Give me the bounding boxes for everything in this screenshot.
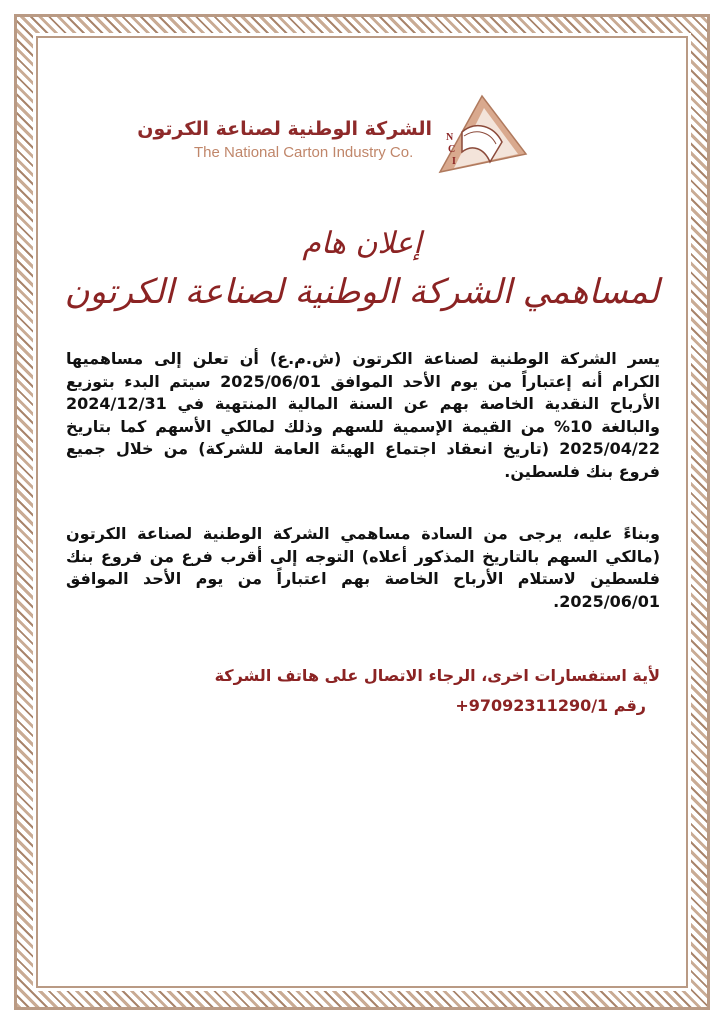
company-logo xyxy=(137,92,528,182)
contact-phone-number: +97092311290/1 xyxy=(455,696,609,715)
contact-line: لأية استفسارات اخرى، الرجاء الاتصال على هاتف الشركة xyxy=(214,666,660,685)
carton-logo-icon xyxy=(432,92,528,182)
announcement-title: إعلان هام xyxy=(302,226,422,261)
announcement-paragraph-2: وبناءً عليه، يرجى من السادة مساهمي الشركة الوطنية لصناعة الكرتون (مالكي السهم بالتاريخ المذكور أعلاه) التوجه إلى أقرب فرع من فروع بنك فلسطين لاستلام الأرباح الخاصة بهم اعتباراً من يوم الأحد الموافق 2025/06/01. xyxy=(66,524,660,611)
company-name-arabic: الشركة الوطنية لصناعة الكرتون xyxy=(137,118,432,140)
logo-letter-n: N xyxy=(446,132,454,143)
announcement-subtitle: لمساهمي الشركة الوطنية لصناعة الكرتون xyxy=(64,272,660,312)
contact-number-line xyxy=(66,694,660,718)
company-name-english: The National Carton Industry Co. xyxy=(194,144,414,161)
logo-letter-i: I xyxy=(452,156,456,167)
announcement-paragraph-1: يسر الشركة الوطنية لصناعة الكرتون (ش.م.ع) أن تعلن إلى مساهميها الكرام أنه إعتباراً من يوم الأحد الموافق 2025/06/01 سيتم البدء بتوزيع الأرباح النقدية الخاصة بهم عن السنة المالية المنتهية في 2024/12/31 والبالغة 10% من القيمة الإسمية للسهم وذلك لمالكي الأسهم كما بتاريخ 2025/04/22 (تاريخ انعقاد اجتماع الهيئة العامة للشركة) من خلال جميع فروع بنك فلسطين. xyxy=(66,349,661,481)
contact-number-label: رقم xyxy=(613,696,646,715)
logo-letter-c: C xyxy=(448,144,456,155)
